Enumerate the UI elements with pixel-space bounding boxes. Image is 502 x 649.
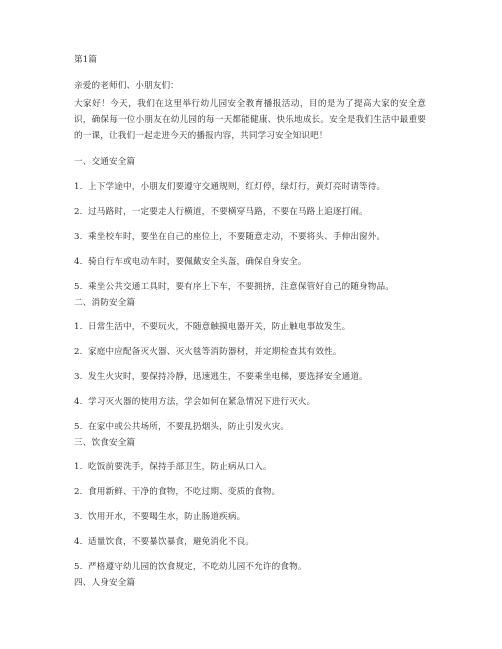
item-number: 4. xyxy=(74,537,83,547)
list-item xyxy=(74,232,385,243)
list-item xyxy=(74,207,368,218)
item-text: 骑自行车或电动车时，要佩戴安全头盔，确保自身安全。 xyxy=(88,257,307,267)
item-text: 上下学途中，小朋友们要遵守交通规则，红灯停，绿灯行，黄灯亮时请等待。 xyxy=(88,182,386,192)
list-item xyxy=(74,422,289,433)
list-item xyxy=(74,397,315,408)
list-item xyxy=(74,322,350,333)
list-item xyxy=(74,562,307,573)
item-text: 在家中或公共场所，不要乱扔烟头，防止引发火灾。 xyxy=(88,422,290,432)
greeting: 亲爱的老师们、小朋友们： xyxy=(74,81,179,91)
item-number: 4. xyxy=(74,397,83,407)
section-heading-food: 三、饮食安全篇 xyxy=(74,438,136,448)
list-item xyxy=(74,282,394,293)
item-number: 3. xyxy=(74,512,83,522)
item-number: 1. xyxy=(74,322,83,332)
item-text: 家庭中应配备灭火器、灭火毯等消防器材，并定期检查其有效性。 xyxy=(88,347,342,357)
item-number: 5. xyxy=(74,562,83,572)
item-number: 1. xyxy=(74,182,83,192)
section-heading-personal: 四、人身安全篇 xyxy=(74,578,136,588)
item-number: 3. xyxy=(74,372,83,382)
intro-paragraph: 大家好！今天，我们在这里举行幼儿园安全教育播报活动，目的是为了提高大家的安全意识，确保每一位小朋友在幼儿园的每一天都能健康、快乐地成长。安全是我们生活中最重要的一课，让我们一起走进今天的播报内容，共同学习安全知识吧！ xyxy=(74,99,426,142)
list-item xyxy=(74,537,254,548)
item-text: 日常生活中，不要玩火，不随意触摸电器开关，防止触电事故发生。 xyxy=(88,322,351,332)
list-item xyxy=(74,462,272,473)
item-text: 乘坐公共交通工具时，要有序上下车，不要拥挤，注意保管好自己的随身物品。 xyxy=(88,282,395,292)
item-text: 学习灭火器的使用方法，学会如何在紧急情况下进行灭火。 xyxy=(88,397,316,407)
item-number: 2. xyxy=(74,207,83,217)
item-text: 吃饭前要洗手，保持手部卫生，防止病从口入。 xyxy=(88,462,272,472)
section-heading-fire: 二、消防安全篇 xyxy=(74,298,136,308)
section-heading-traffic: 一、交通安全篇 xyxy=(74,157,136,167)
item-number: 1. xyxy=(74,462,83,472)
item-number: 5. xyxy=(74,282,83,292)
list-item xyxy=(74,182,385,193)
list-item xyxy=(74,512,245,523)
item-number: 2. xyxy=(74,347,83,357)
list-item xyxy=(74,372,368,383)
item-text: 严格遵守幼儿园的饮食规定，不吃幼儿园不允许的食物。 xyxy=(88,562,307,572)
item-text: 饮用开水，不要喝生水，防止肠道疾病。 xyxy=(88,512,246,522)
list-item xyxy=(74,347,342,358)
page-label: 第1篇 xyxy=(74,55,98,65)
item-text: 适量饮食，不要暴饮暴食，避免消化不良。 xyxy=(88,537,255,547)
item-number: 2. xyxy=(74,487,83,497)
item-text: 发生火灾时，要保持冷静，迅速逃生，不要乘坐电梯，要选择安全通道。 xyxy=(88,372,368,382)
item-text: 过马路时，一定要走人行横道，不要横穿马路，不要在马路上追逐打闹。 xyxy=(88,207,368,217)
item-text: 乘坐校车时，要坐在自己的座位上，不要随意走动，不要将头、手伸出窗外。 xyxy=(88,232,386,242)
item-number: 4. xyxy=(74,257,83,267)
item-text: 食用新鲜、干净的食物，不吃过期、变质的食物。 xyxy=(88,487,281,497)
item-number: 3. xyxy=(74,232,83,242)
list-item xyxy=(74,487,280,498)
item-number: 5. xyxy=(74,422,83,432)
list-item xyxy=(74,257,307,268)
